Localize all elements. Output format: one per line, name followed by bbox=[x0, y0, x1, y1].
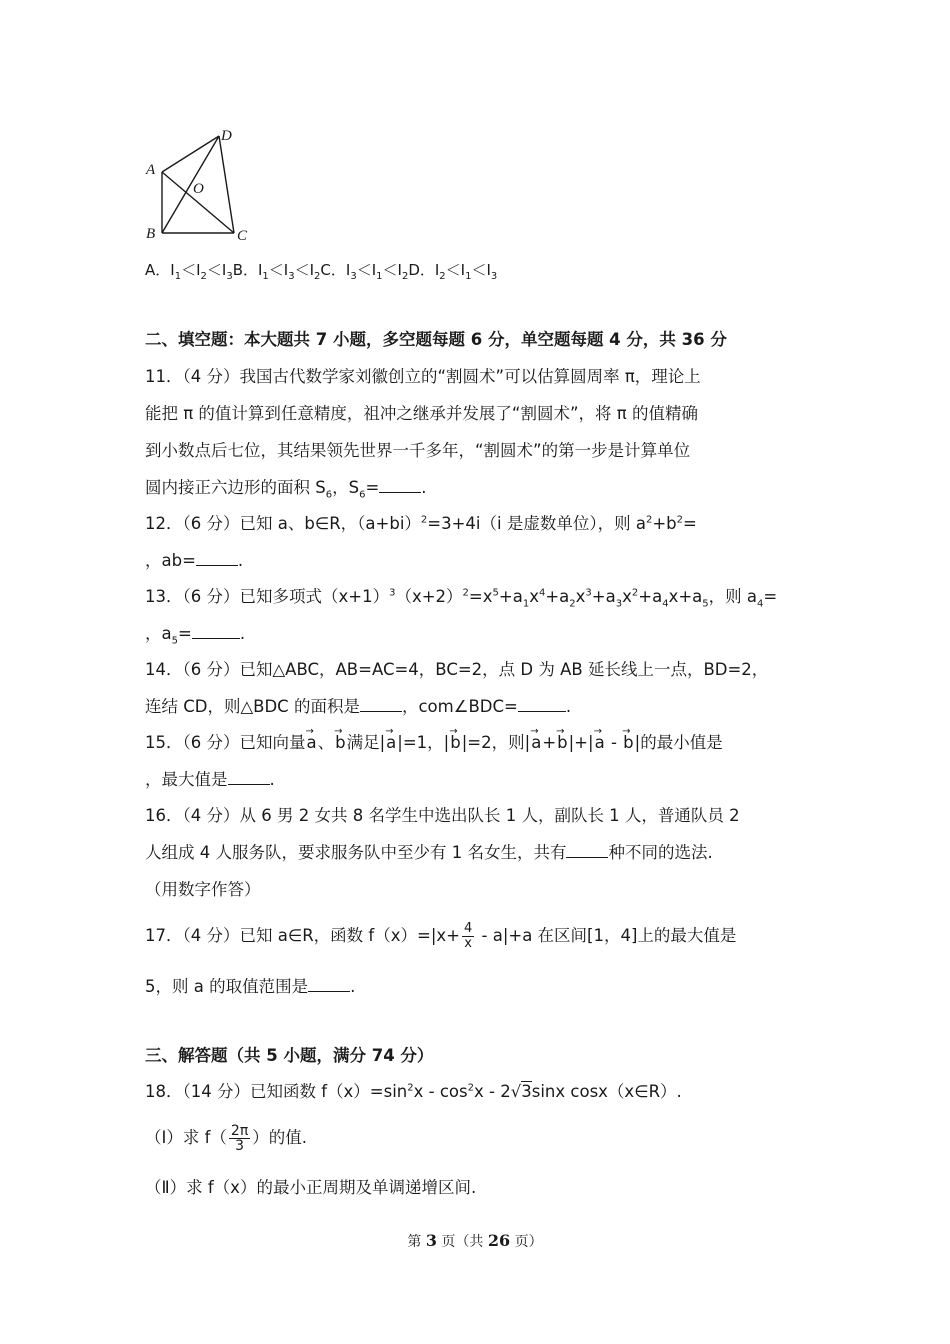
vector-b: → b bbox=[334, 732, 346, 754]
vector-b: → b bbox=[622, 732, 634, 754]
vector-a: → a bbox=[385, 732, 397, 754]
q12-line-2: ，ab= . bbox=[145, 551, 244, 570]
q10-options: A．$I_1<I_2<I_3B$．$I_1<I_3<I_2C$．$I_3<I_1<I_2D$．$I_2<I_1<I_3$ bbox=[145, 261, 498, 282]
fraction-2pi-over-3: $\frac{2\pi}{3}$ bbox=[230, 1123, 249, 1154]
q12-line-1: 12．（6 分）已知 a、b∈R，$(a+bi)^2=3+4i(i$ 是虚数单位），则 $a^2+b^2=$ bbox=[145, 514, 697, 533]
sqrt-symbol: √ bbox=[510, 1082, 522, 1101]
q18-part-2: （Ⅱ）求 f（x）的最小正周期及单调递增区间. bbox=[145, 1178, 477, 1197]
answer-blank[interactable] bbox=[228, 770, 270, 785]
q14-line-2: 连结 CD，则△BDC 的面积是 ，com∠BDC= . bbox=[145, 697, 572, 716]
vertex-label-a: A bbox=[146, 162, 156, 178]
fraction-4-over-x: $\frac{4}{x}$ bbox=[463, 921, 473, 951]
q11-line-1: 11．（4 分）我国古代数学家刘徽创立的“割圆术”可以估算圆周率 π，理论上 bbox=[145, 367, 701, 386]
q13-line-2: ，$a_5=$ . bbox=[145, 624, 246, 647]
q11-line-4: 圆内接正六边形的面积 $S_6$，$S_6=$ . bbox=[145, 478, 427, 501]
answer-blank[interactable] bbox=[308, 977, 350, 992]
answer-blank[interactable] bbox=[518, 697, 566, 712]
current-page-number: 3 bbox=[425, 1231, 437, 1250]
q17-line-1: 17．（4 分）已知 a∈R，函数 f（x）=|x+ $\frac{4}{x}$ - a|+a 在区间[1，4]上的最大值是 bbox=[145, 921, 737, 951]
q15-line-1: 15．（6 分）已知向量→ a、→ b满足|→ a|=1，|→ b|=2，则|→ a+→ b|+|→ a - → b|的最小值是 bbox=[145, 732, 723, 754]
q14-line-1: 14．（6 分）已知△ABC，AB=AC=4，BC=2，点 D 为 AB 延长线上一点，BD=2， bbox=[145, 660, 769, 679]
q16-line-1: 16．（4 分）从 6 男 2 女共 8 名学生中选出队长 1 人，副队长 1 人，普通队员 2 bbox=[145, 806, 740, 825]
vector-a: → a bbox=[530, 732, 542, 754]
total-page-count: 26 bbox=[487, 1231, 511, 1250]
segment-cd bbox=[219, 136, 234, 233]
vertex-label-d: D bbox=[221, 128, 232, 144]
vertex-label-b: B bbox=[146, 226, 156, 242]
answer-blank[interactable] bbox=[360, 697, 402, 712]
segment-da bbox=[162, 136, 219, 172]
answer-blank[interactable] bbox=[379, 478, 421, 493]
q11-line-2: 能把 π 的值计算到任意精度，祖冲之继承并发展了“割圆术”，将 π 的值精确 bbox=[145, 404, 698, 423]
answer-blank[interactable] bbox=[192, 624, 240, 639]
vector-b: → b bbox=[556, 732, 568, 754]
q11-line-3: 到小数点后七位，其结果领先世界一千多年，“割圆术”的第一步是计算单位 bbox=[145, 441, 691, 460]
section-2-heading: 二、填空题：本大题共 7 小题，多空题每题 6 分，单空题每题 4 分，共 36 分 bbox=[145, 330, 727, 349]
q17-line-2: 5，则 a 的取值范围是 . bbox=[145, 977, 356, 996]
q16-line-3: （用数字作答） bbox=[145, 880, 261, 899]
q15-line-2: ，最大值是 . bbox=[145, 770, 275, 789]
point-label-o: O bbox=[193, 181, 204, 197]
q18-line-1: 18．（14 分）已知函数 $f(x)=\sin^2x - \cos^2x - 2√3\sin x$ cosx（x∈R）. bbox=[145, 1082, 682, 1101]
answer-blank[interactable] bbox=[196, 551, 238, 566]
q18-part-1: （Ⅰ）求 f（ $\frac{2\pi}{3}$ ）的值. bbox=[145, 1123, 308, 1154]
vector-b: → b bbox=[449, 732, 461, 754]
quadrilateral-figure bbox=[140, 120, 260, 245]
sqrt-radicand: 3 bbox=[521, 1082, 532, 1101]
vertex-label-c: C bbox=[237, 228, 248, 244]
vector-a: → a bbox=[306, 732, 318, 754]
section-3-heading: 三、解答题（共 5 小题，满分 74 分） bbox=[145, 1046, 434, 1065]
vector-a: → a bbox=[594, 732, 606, 754]
q16-line-2: 人组成 4 人服务队，要求服务队中至少有 1 名女生，共有 种不同的选法. bbox=[145, 843, 713, 862]
q13-line-1: 13．（6 分）已知多项式$(x+1)^3(x+2)^2=x^5+a_1x^4+a_2x^3+a_3x^2+a_4x+a_5$，则 $a_4=$ bbox=[145, 587, 778, 610]
answer-blank[interactable] bbox=[566, 843, 608, 858]
page-footer: 第 3 页（共 26 页） bbox=[407, 1231, 543, 1250]
diagonal-bd bbox=[162, 136, 219, 233]
